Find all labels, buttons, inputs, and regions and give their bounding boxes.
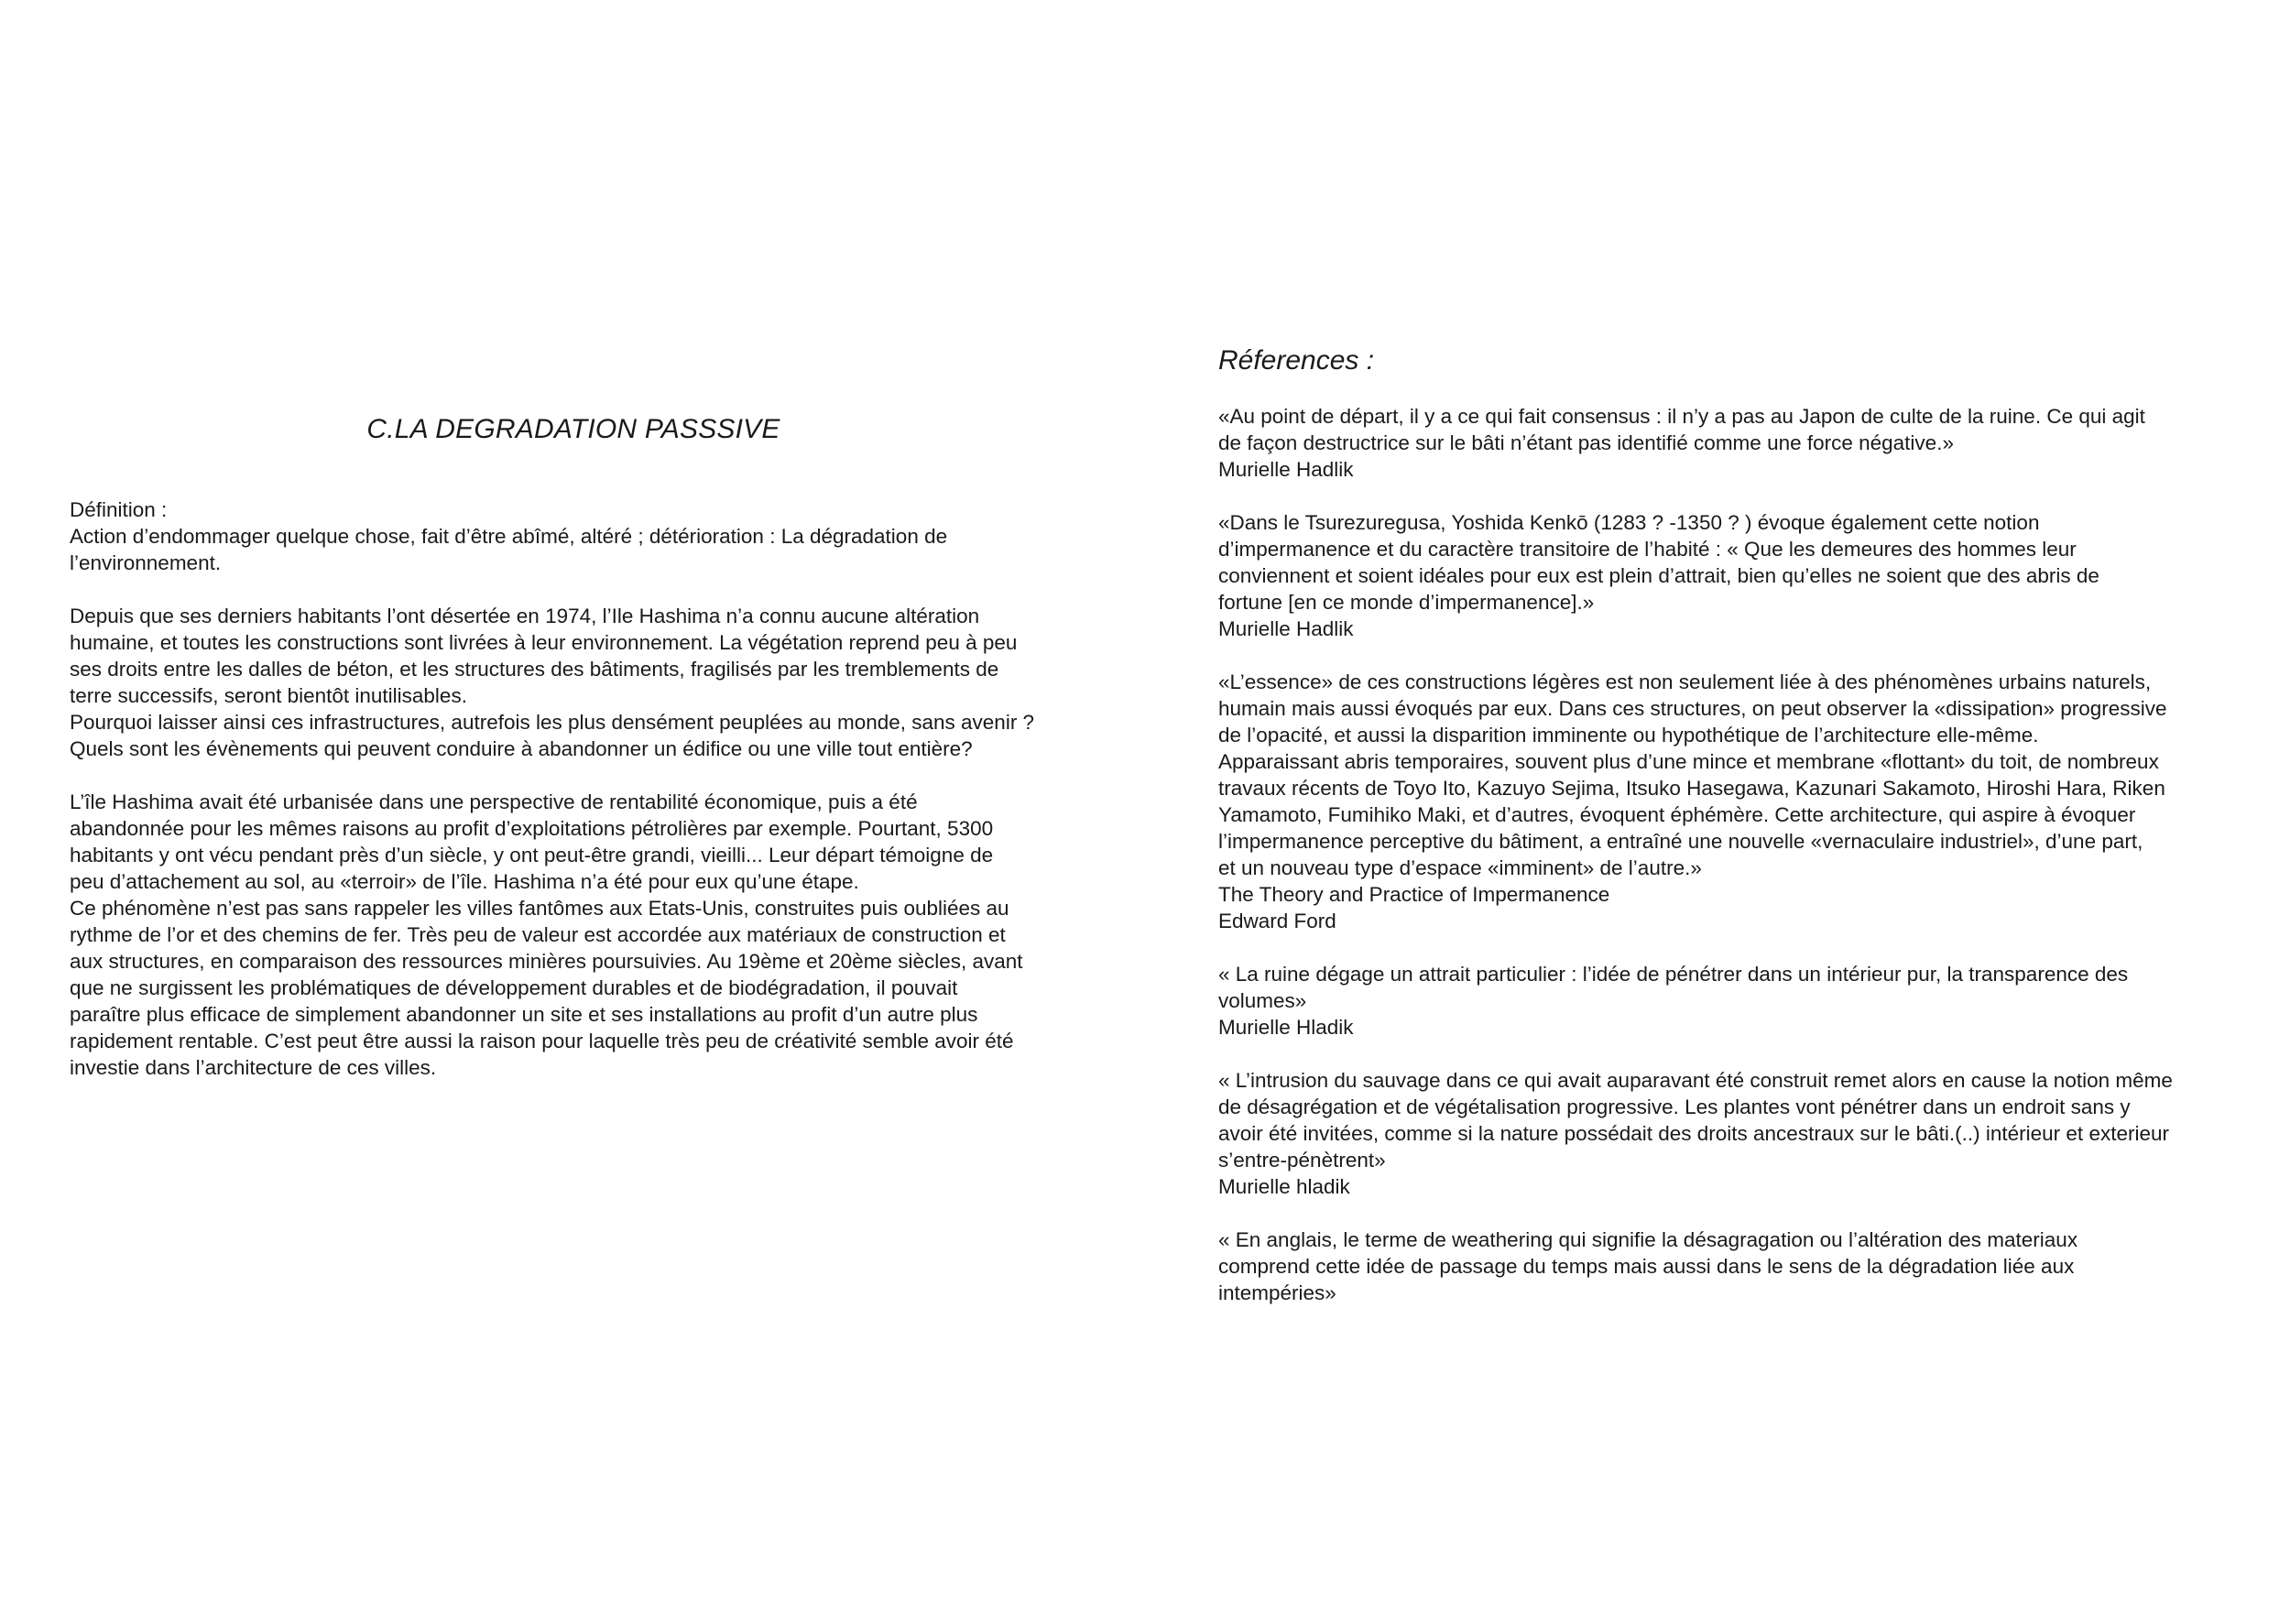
definition-label: Définition : bbox=[70, 498, 168, 521]
references-title: Réferences : bbox=[1218, 345, 1375, 376]
paragraph-1: Depuis que ses derniers habitants l’ont désertée en 1974, l’Ile Hashima n’a connu aucune altération humaine, et toutes les constructions sont livrées à leur environnement. La végétation reprend peu à peu ses droits entre les dalles de béton, et les structures des bâtiments, fragilisés par les tremblements de terre successifs, seront bientôt inutilisables. Pourquoi laisser ainsi ces infrastructures, autrefois les plus densément peuplées au monde, sans avenir ? Quels sont les évènements qui peuvent conduire à abandonner un édifice ou une ville tout entière? bbox=[70, 605, 1035, 760]
reference-4: « La ruine dégage un attrait particulier : l’idée de pénétrer dans un intérieur pur, la transparence des volumes» Murielle Hladik bbox=[1218, 963, 2129, 1039]
references-column bbox=[1218, 341, 2235, 1333]
definition-text: Action d’endommager quelque chose, fait d’être abîmé, altéré ; détérioration : La dégradation de l’environnement. bbox=[70, 525, 948, 574]
section-title: C.LA DEGRADATION PASSSIVE bbox=[366, 414, 780, 444]
reference-5: « L’intrusion du sauvage dans ce qui avait auparavant été construit remet alors en cause la notion même de désagrégation et de végétalisation progressive. Les plantes vont pénétrer dans un endroit sans y avoir été invitées, comme si la nature possédait des droits ancestraux sur le bâti.(..) intérieur et exterieur s’entre-pénètrent» Murielle hladik bbox=[1218, 1069, 2173, 1198]
reference-6: « En anglais, le terme de weathering qui signifie la désagragation ou l’altération des materiaux comprend cette idée de passage du temps mais aussi dans le sens de la dégradation liée aux intempéries» bbox=[1218, 1228, 2078, 1304]
reference-2: «Dans le Tsurezuregusa, Yoshida Kenkō (1283 ? -1350 ? ) évoque également cette notion d’impermanence et du caractère transitoire de l’habité : « Que les demeures des hommes leur conviennent et soient idéales pour eux est plein d’attrait, bien qu’elles ne soient que des abris de fortune [en ce monde d’impermanence].» Murielle Hadlik bbox=[1218, 511, 2099, 640]
left-column bbox=[70, 496, 1096, 1107]
reference-1: «Au point de départ, il y a ce qui fait consensus : il n’y a pas au Japon de culte de la ruine. Ce qui agit de façon destructrice sur le bâti n’étant pas identifié comme une force négative.» Murielle Hadlik bbox=[1218, 405, 2145, 481]
paragraph-2: L’île Hashima avait été urbanisée dans une perspective de rentabilité économique, puis a été abandonnée pour les mêmes raisons au profit d’exploitations pétrolières par exemple. Pourtant, 5300 habitants y ont vécu pendant près d’un siècle, y ont peut-être grandi, vieilli... Leur départ témoigne de peu d’attachement au sol, au «terroir» de l’île. Hashima n’a été pour eux qu’une étape. Ce phénomène n’est pas sans rappeler les villes fantômes aux Etats-Unis, construites puis oubliées au rythme de l’or et des chemins de fer. Très peu de valeur est accordée aux matériaux de construction et aux structures, en comparaison des ressources minières poursuivies. Au 19ème et 20ème siècles, avant que ne surgissent les problématiques de développement durables et de biodégradation, il pouvait paraître plus efficace de simplement abandonner un site et ses installations au profit d’un autre plus rapidement rentable. C’est peut être aussi la raison pour laquelle très peu de créativité semble avoir été investie dans l’architecture de ces villes. bbox=[70, 790, 1023, 1079]
reference-3: «L’essence» de ces constructions légères est non seulement liée à des phénomènes urbains naturels, humain mais aussi évoqués par eux. Dans ces structures, on peut observer la «dissipation» progressive de l’opacité, et aussi la disparition imminente ou hypothétique de l’architecture elle-même. Apparaissant abris temporaires, souvent plus d’une mince et membrane «flottant» du toit, de nombreux travaux récents de Toyo Ito, Kazuyo Sejima, Itsuko Hasegawa, Kazunari Sakamoto, Hiroshi Hara, Riken Yamamoto, Fumihiko Maki, et d’autres, évoquent éphémère. Cette architecture, qui aspire à évoquer l’impermanence perceptive du bâtiment, a entraîné une nouvelle «vernaculaire industriel», d’une part, et un nouveau type d’espace «imminent» de l’autre.» The Theory and Practice of Impermanence Edward Ford bbox=[1218, 670, 2167, 932]
